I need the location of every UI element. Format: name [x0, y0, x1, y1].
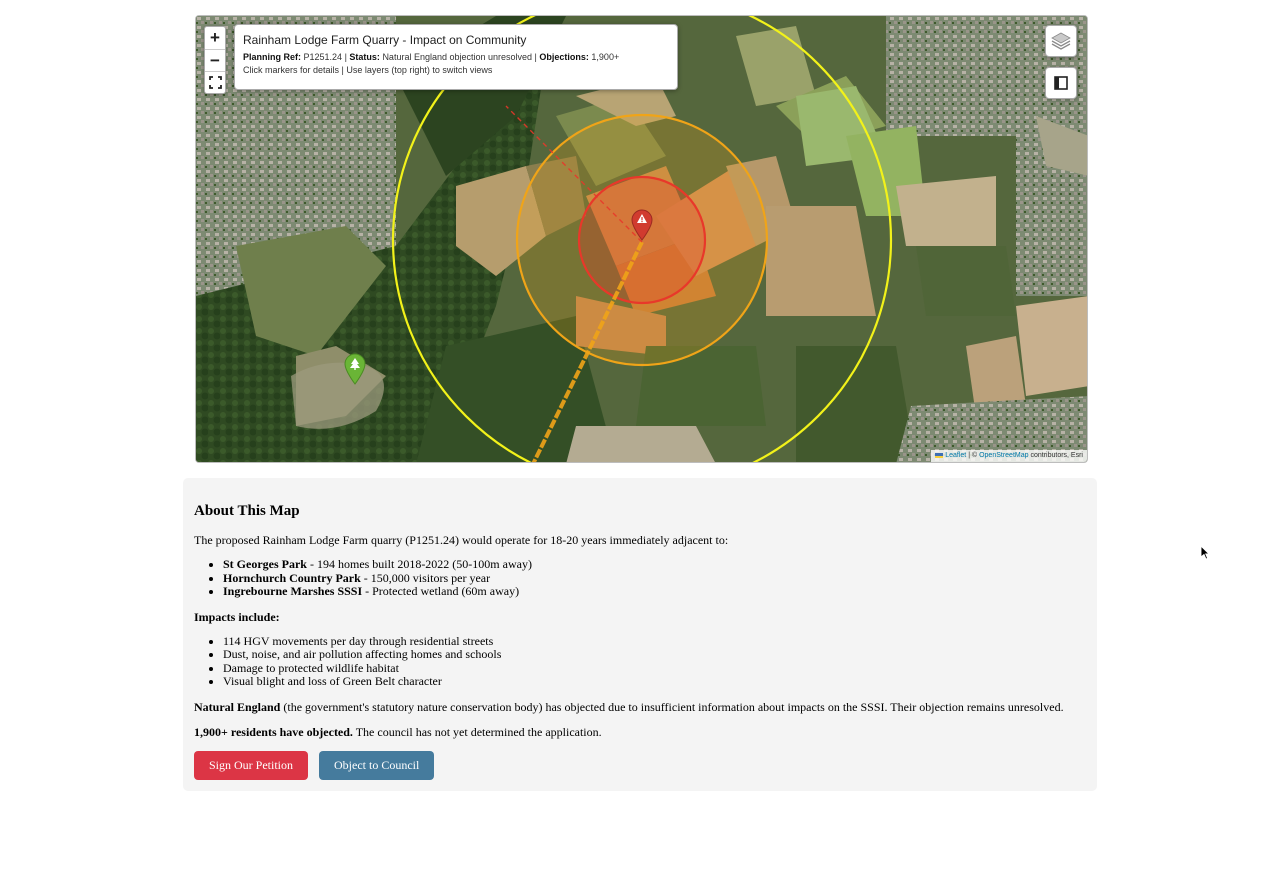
mouse-cursor-icon [1200, 545, 1210, 560]
list-item [223, 558, 1086, 572]
about-heading: About This Map [194, 503, 300, 519]
adjacent-detail: - 194 homes built 2018-2022 (50-100m away) [306, 557, 532, 571]
osm-link[interactable]: OpenStreetMap [979, 452, 1029, 459]
quarry-marker[interactable] [631, 209, 653, 241]
flag-icon [935, 453, 943, 458]
status-label: Status: [349, 52, 380, 62]
impacts-list [194, 635, 1086, 689]
sign-petition-button[interactable]: Sign Our Petition [194, 751, 308, 780]
list-item: • Damage to protected wildlife habitat [223, 662, 1086, 676]
panel-icon [1054, 76, 1068, 90]
adjacent-detail: - 150,000 visitors per year [360, 570, 491, 585]
attribution-rest: contributors, Esri [1030, 452, 1083, 459]
list-item [223, 585, 1086, 599]
status-value: Natural England objection unresolved [382, 52, 533, 62]
list-item [223, 572, 1086, 586]
residents-text: The council has not yet determined the application. [352, 724, 602, 739]
side-panel-button[interactable] [1045, 67, 1077, 99]
list-item: • 114 HGV movements per day through residential streets [223, 635, 1086, 649]
map-container[interactable] [195, 15, 1088, 463]
map-hint: Click markers for details | Use layers (top right) to switch views [243, 65, 493, 75]
layers-button[interactable] [1045, 25, 1077, 57]
objections-value: 1,900+ [591, 52, 620, 62]
fullscreen-icon [209, 76, 222, 89]
object-to-council-button[interactable]: Object to Council [319, 751, 434, 780]
map-attribution [931, 450, 1087, 462]
adjacent-list [194, 558, 1086, 599]
natural-england-bold: Natural England [194, 699, 281, 714]
zoom-control [204, 26, 226, 94]
planning-ref-label: Planning Ref: [243, 52, 301, 62]
natural-england-text: (the government's statutory nature conservation body) has objected due to insufficient information about impacts on the SSSI. Their objection remains unresolved. [280, 699, 1064, 714]
attribution-separator: | © [968, 452, 978, 459]
planning-summary: Planning Ref: P1251.24 | Status: Natural England objection unresolved | Objections: 1,900+ [243, 52, 620, 62]
impacts-heading-text: Impacts include: [194, 609, 280, 624]
adjacent-name: Hornchurch Country Park [223, 570, 361, 585]
list-item: • Visual blight and loss of Green Belt character [223, 675, 1086, 689]
layers-icon [1050, 31, 1072, 51]
residents-paragraph [194, 725, 1086, 740]
about-intro: The proposed Rainham Lodge Farm quarry (P1251.24) would operate for 18-20 years immediately adjacent to: [194, 533, 729, 547]
impacts-heading [194, 610, 1086, 625]
residents-bold: 1,900+ residents have objected. [194, 724, 353, 739]
map-info-box [234, 24, 678, 90]
about-panel [183, 478, 1097, 791]
map-title: Rainham Lodge Farm Quarry - Impact on Community [243, 33, 527, 47]
leaflet-link[interactable]: Leaflet [945, 452, 967, 459]
planning-ref-value: P1251.24 [303, 52, 343, 62]
fullscreen-button[interactable] [205, 71, 225, 93]
adjacent-name: Ingrebourne Marshes SSSI [223, 584, 363, 598]
adjacent-name: St Georges Park [223, 557, 307, 571]
action-buttons [194, 751, 1086, 780]
zoom-in-button[interactable]: + [210, 28, 220, 47]
objections-label: Objections: [539, 52, 589, 62]
country-park-marker[interactable] [344, 353, 366, 385]
adjacent-detail: - Protected wetland (60m away) [362, 584, 520, 598]
natural-england-paragraph [194, 700, 1086, 715]
zoom-out-button[interactable]: − [205, 49, 225, 71]
list-item: • Dust, noise, and air pollution affecting homes and schools [223, 648, 1086, 662]
